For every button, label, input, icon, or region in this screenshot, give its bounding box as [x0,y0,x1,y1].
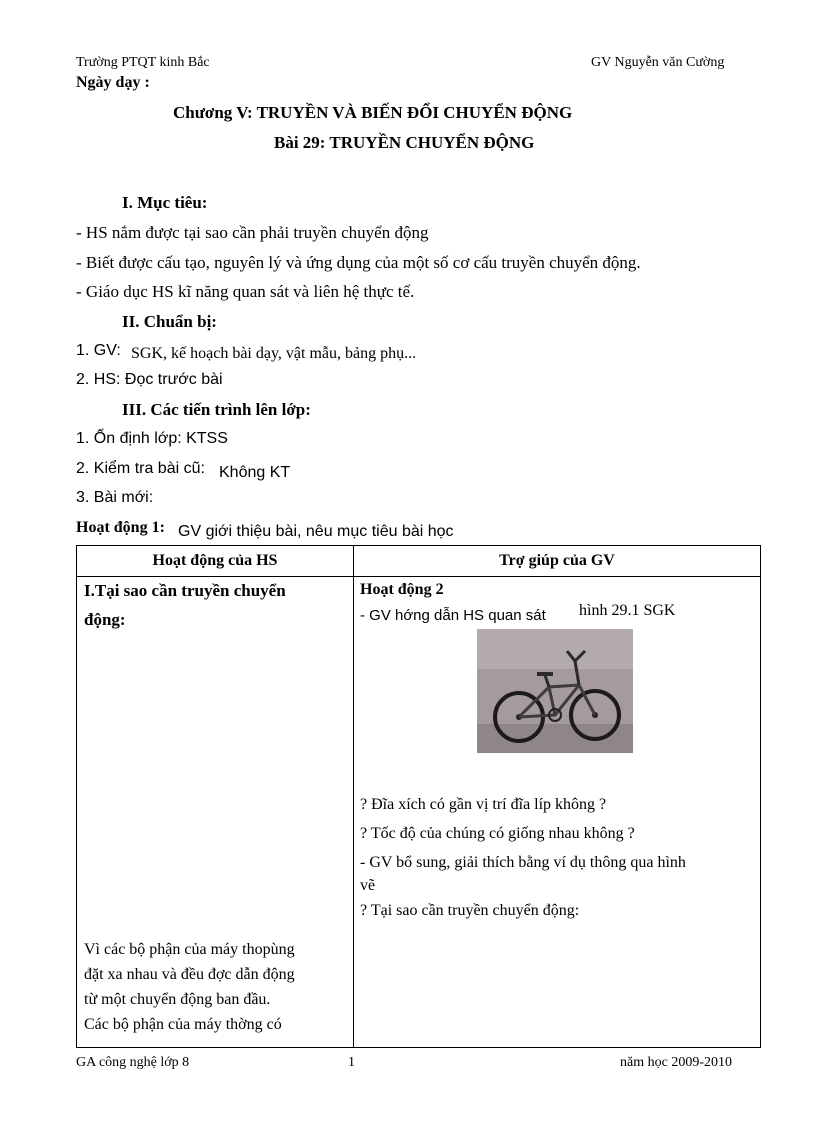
hs-activity-cell [77,577,354,1048]
review-value: Không KT [219,464,291,481]
section-objectives-heading: I. Mục tiêu: [122,193,208,212]
objective-item: - Giáo dục HS kĩ năng quan sát và liên hệ thực tế. [76,282,415,301]
column-header-gv: Trợ giúp của GV [354,546,761,577]
bicycle-image [477,629,633,753]
question-line: ? Tại sao cần truyền chuyển động: [360,902,580,919]
objective-item: - HS nắm được tại sao cần phải truyền chuyển động [76,223,429,242]
hs-section-heading-line1: I.Tại sao cần truyền chuyển [84,581,286,600]
hs-answer-line: đặt xa nhau và đều đợc dẫn động [84,966,295,983]
footer-course: GA công nghệ lớp 8 [76,1055,190,1070]
section-preparation-heading: II. Chuẩn bị: [122,312,217,331]
chapter-title: Chương V: TRUYỀN VÀ BIẾN ĐỔI CHUYỂN ĐỘNG [173,103,573,122]
teacher-name: GV Nguyễn văn Cường [591,55,725,70]
objective-item: - Biết được cấu tạo, nguyên lý và ứng dụng của một số cơ cấu truyền chuyển động. [76,253,641,272]
school-name: Trường PTQT kinh Bắc [76,55,210,70]
date-label: Ngày dạy : [76,74,150,91]
review-label: 2. Kiểm tra bài cũ: [76,460,205,477]
question-line: ? Đĩa xích có gần vị trí đĩa líp không ? [360,796,607,813]
gv-supplement-line1: - GV bổ sung, giải thích bằng ví dụ thông qua hình [360,854,686,871]
hs-section-heading-line2: động: [84,610,126,629]
hs-preparation: 2. HS: Đọc trước bài [76,371,223,388]
lesson-table [76,545,761,1048]
activity2-heading: Hoạt động 2 [360,581,444,598]
gv-materials: SGK, kế hoạch bài dạy, vật mẫu, bảng phụ... [131,345,417,362]
page-number: 1 [348,1055,355,1070]
section-process-heading: III. Các tiến trình lên lớp: [122,400,311,419]
gv-label: 1. GV: [76,342,121,359]
hs-answer-line: từ một chuyển động ban đầu. [84,991,271,1008]
lesson-title: Bài 29: TRUYỀN CHUYỂN ĐỘNG [274,133,535,152]
figure-reference: hình 29.1 SGK [579,602,676,619]
question-line: ? Tốc độ của chúng có giống nhau không ? [360,825,635,842]
hs-answer-line: Các bộ phận của máy thờng có [84,1016,282,1033]
gv-instruction: - GV hớng dẫn HS quan sát [360,607,546,624]
gv-supplement-line2: vẽ [360,877,376,894]
footer-school-year: năm học 2009-2010 [620,1055,732,1070]
gv-support-cell [354,577,761,1048]
hs-answer-line: Vì các bộ phận của máy thopùng [84,941,295,958]
activity1-label: Hoạt động 1: [76,519,165,536]
class-stabilization: 1. Ổn định lớp: KTSS [76,430,228,447]
new-lesson: 3. Bài mới: [76,489,154,506]
column-header-hs: Hoạt động của HS [77,546,354,577]
activity1-text: GV giới thiệu bài, nêu mục tiêu bài học [178,523,454,540]
